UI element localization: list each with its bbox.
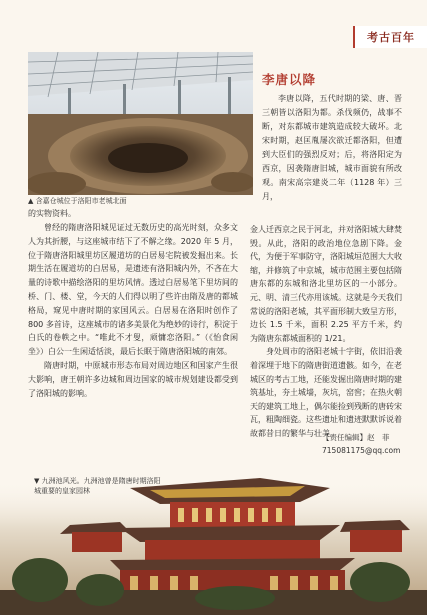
top-photo-caption: ▲ 含嘉仓城位于洛阳市老城北面 xyxy=(28,197,127,205)
right-column-body xyxy=(250,223,402,441)
column-header-badge xyxy=(353,26,427,48)
palace-illustration xyxy=(0,430,427,615)
right-column-paragraph: 李唐以降，五代时期的梁、唐、晋三朝皆以洛阳为都。杀伐频仍，战事不断，对东都城市建筑造成较大破坏。北宋时期，赵匡胤屡次欲迁都洛阳，但遭到大臣们的强烈反对；后，将洛阳定为西京，因袭隋唐旧城，城市面貌有所改观。南宋高宗建炎二年（1128 年）三月， xyxy=(262,94,402,201)
excavation-site-illustration xyxy=(28,52,253,195)
column-header-label: 考古百年 xyxy=(367,31,415,44)
section-heading: 李唐以降 xyxy=(262,72,317,87)
continued-text xyxy=(28,207,402,221)
right-column-intro xyxy=(262,92,402,204)
right-paragraph-continued: 金人迁西京之民于河北，并对洛阳城大肆焚毁。从此，洛阳的政治地位急剧下降。金代，为便于军事防守，洛阳城垣范围大大收缩，并修筑了中京城，城市范围主要包括隋唐东都的东城和洛北里坊区的一小部分。元、明、清三代亦用该城。这就是今天我们常说的洛阳老城，其平面形制大致呈方形，边长 1.5 千米，面积 2.25 平方千米，约为隋唐东都城面积的 1/21。 xyxy=(250,225,402,343)
left-paragraph-1: 曾经的隋唐洛阳城见证过无数历史的高光时刻，众多文人为其折腰，与这座城市结下了不解之缘。2020 年 5 月，位于隋唐洛阳城里坊区履道坊的白居易宅院被发掘出来。长期生活在履道坊的白居易，是遗迹有洛阳城内外，不吝在大量的诗歌中描绘洛阳的里坊风情。透过白居易笔下里坊间的桥、门、楼、堂，今天的人们得以明了些许由隋及唐的都城格局，窥见中唐时期的家国风云。白居易在洛阳时创作了 800 多首诗，这座城市的诸多美景化为绝妙的诗行，积淀于白氏的卷帙之中。“唯此不才叟，顽慵恋洛阳。”（《怡食闲坐》）白公一生闲适恬淡，最后长眠于隋唐洛阳城的南郊。 xyxy=(28,223,238,357)
right-paragraph-2: 身处周市的洛阳老城十字街，依旧沿袭着深埋于地下的隋唐街道遗骸。如今，在老城区的考古工地，还能发掘出隋唐时期的建筑基址，夯土城墙，灰坑，窑窖；在热火朝天的建筑工地上，偶尔能捡到残断的唐砖宋瓦，粗陶细瓷。这些遗址和遗迹默默诉说着故都昔日的繁华与壮美。 xyxy=(250,347,402,438)
left-paragraph-2: 隋唐时期，中原城市形态布局对周边地区和国家产生很大影响，唐王朝许多边城和周边国家的城市规划建设都受到了洛阳城的影响。 xyxy=(28,360,238,398)
editor-email: 715081175@qq.com xyxy=(322,446,401,455)
jiuzhouchi-palace-photo xyxy=(0,430,427,615)
bottom-photo-caption: ▼ 九洲池风光。九洲池曾是隋唐时期洛阳城重要的皇家园林 xyxy=(34,477,161,495)
editor-credit: 【责任编辑】赵 菲 xyxy=(322,433,390,442)
left-column-body xyxy=(28,221,238,400)
continued-fragment: 的实物资料。 xyxy=(28,209,76,218)
excavation-site-photo xyxy=(28,52,253,195)
